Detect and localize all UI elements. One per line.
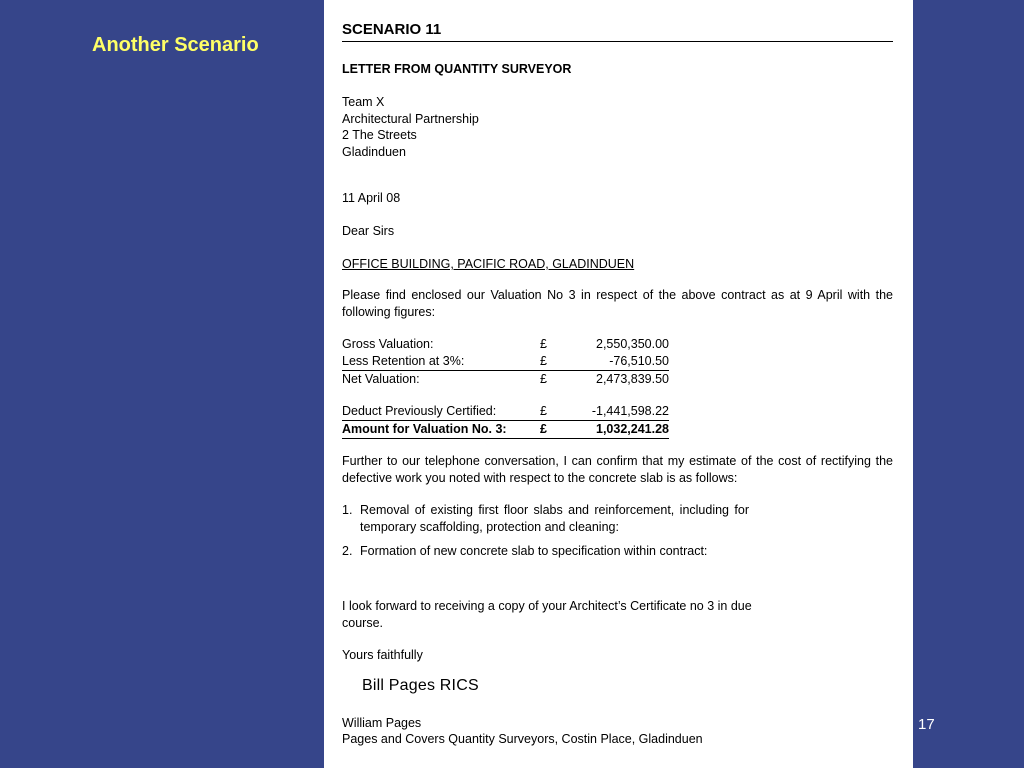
letter-greeting: Dear Sirs	[342, 224, 395, 238]
row-amount: 2,473,839.50	[596, 372, 669, 386]
table-row	[342, 336, 669, 353]
address-line: Architectural Partnership	[342, 111, 479, 126]
list-item	[342, 543, 749, 560]
signatory-firm: Pages and Covers Quantity Surveyors, Costin Place, Gladinduen	[342, 732, 703, 746]
letter-document	[324, 0, 913, 768]
address-line: Gladinduen	[342, 144, 406, 159]
signature: Bill Pages RICS	[362, 677, 479, 694]
row-amount: 2,550,350.00	[596, 337, 669, 351]
scenario-heading: SCENARIO 11	[342, 21, 442, 38]
list-item-number: 1.	[342, 503, 353, 517]
valuation-intro-paragraph: Please find enclosed our Valuation No 3 in respect of the above contract as at 9 April with the following figures:	[342, 288, 893, 319]
row-amount: -76,510.50	[560, 353, 669, 371]
row-currency: £	[540, 337, 547, 351]
letter-closing: Yours faithfully	[342, 648, 423, 662]
row-label: Deduct Previously Certified:	[342, 403, 540, 421]
table-row	[342, 421, 669, 439]
list-item-text: Removal of existing first floor slabs and reinforcement, including for temporary scaffolding, protection and cleaning:	[360, 503, 749, 534]
estimate-list	[342, 502, 749, 568]
slide-title: Another Scenario	[92, 34, 259, 56]
table-row	[342, 403, 669, 421]
signatory-name: William Pages	[342, 716, 422, 730]
table-row	[342, 371, 669, 389]
recipient-address	[342, 94, 479, 160]
row-label: Gross Valuation:	[342, 337, 434, 351]
heading-divider	[342, 41, 893, 42]
row-label: Less Retention at 3%:	[342, 353, 540, 371]
list-item-number: 2.	[342, 544, 353, 558]
row-currency: £	[540, 372, 547, 386]
table-row	[342, 353, 669, 371]
list-item	[342, 502, 749, 535]
defect-estimate-paragraph: Further to our telephone conversation, I can confirm that my estimate of the cost of rectifying the defective work you noted with respect to the concrete slab is as follows:	[342, 454, 893, 485]
row-currency: £	[540, 403, 560, 421]
letter-date: 11 April 08	[342, 191, 401, 205]
certification-table	[342, 403, 669, 439]
valuation-table	[342, 336, 669, 388]
page-number: 17	[918, 716, 935, 733]
row-label: Amount for Valuation No. 3:	[342, 421, 540, 439]
letter-subject: OFFICE BUILDING, PACIFIC ROAD, GLADINDUEN	[342, 257, 635, 271]
row-currency: £	[540, 421, 560, 439]
address-line: Team X	[342, 95, 385, 109]
row-label: Net Valuation:	[342, 372, 420, 386]
row-amount: -1,441,598.22	[560, 403, 669, 421]
address-line: 2 The Streets	[342, 128, 417, 142]
row-currency: £	[540, 353, 560, 371]
row-amount: 1,032,241.28	[560, 421, 669, 439]
certificate-request-paragraph: I look forward to receiving a copy of your Architect’s Certificate no 3 in due course.	[342, 599, 752, 630]
list-item-text: Formation of new concrete slab to specification within contract:	[360, 544, 708, 558]
letter-subheading: LETTER FROM QUANTITY SURVEYOR	[342, 62, 572, 76]
